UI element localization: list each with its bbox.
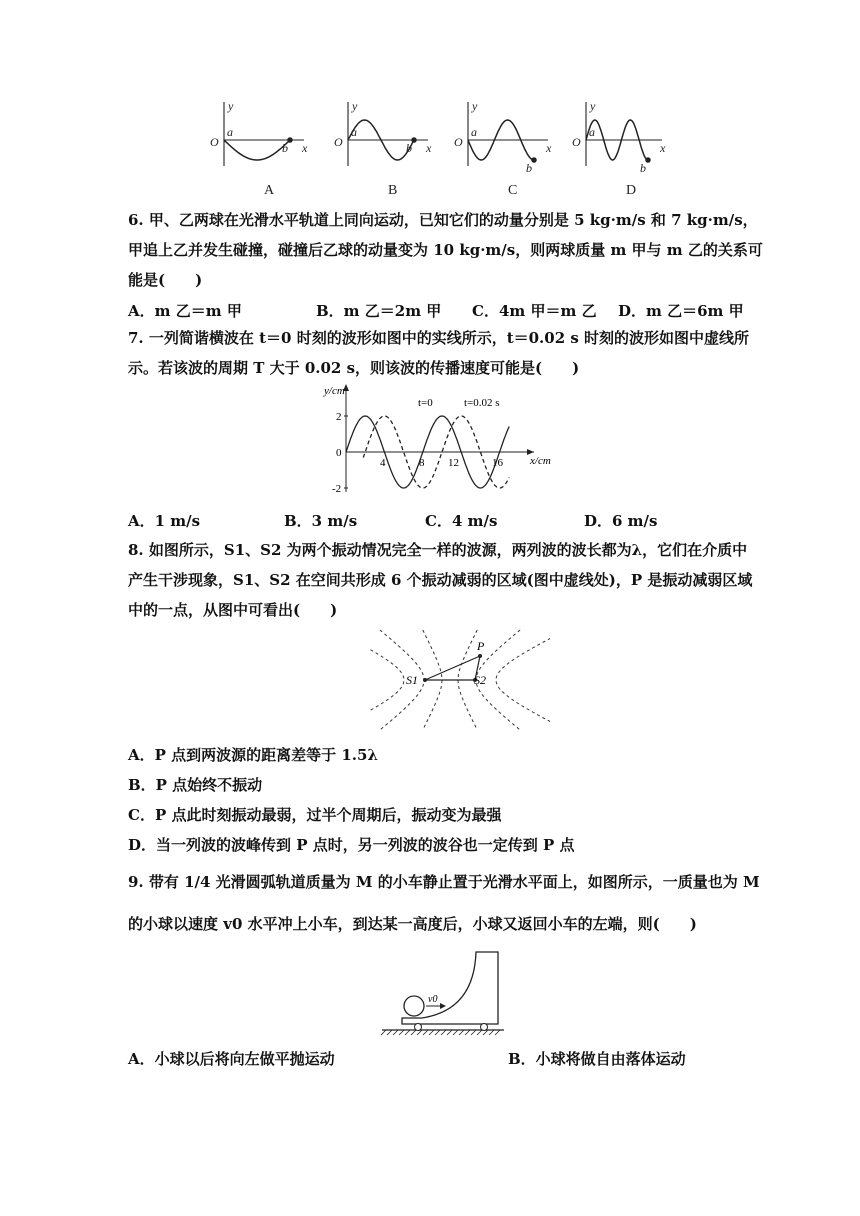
point-b [532, 158, 536, 162]
q9-line-1: 9. 带有 1/4 光滑圆弧轨道质量为 M 的小车静止置于光滑水平面上，如图所示，一质量也为 M [128, 873, 760, 891]
q9-line-2: 的小球以速度 v0 水平冲上小车，到达某一高度后，小球又返回小车的左端，则( ) [128, 915, 697, 933]
x-tick-12: 12 [448, 457, 459, 469]
q9-option-a[interactable]: A．小球以后将向左做平抛运动 [128, 1050, 335, 1068]
x-axis-label: x [546, 141, 552, 155]
ground-hatch-line [393, 1030, 398, 1035]
ground-hatch-line [381, 1030, 386, 1035]
q8-option-a[interactable]: A．P 点到两波源的距离差等于 1.5λ [128, 746, 378, 764]
ground-hatch-line [387, 1030, 392, 1035]
ground-hatch-line [423, 1030, 428, 1035]
q8-line-1: 8. 如图所示，S1、S2 为两个振动情况完全一样的波源，两列波的波长都为λ，它们在介质中 [128, 541, 748, 559]
q9-option-b[interactable]: B．小球将做自由落体运动 [508, 1050, 686, 1068]
q7-line-2: 示。若该波的周期 T 大于 0.02 s，则该波的传播速度可能是( ) [128, 359, 580, 377]
x-axis-label: x [660, 141, 666, 155]
ground-hatch-line [465, 1030, 470, 1035]
wave-options-figure [200, 98, 690, 206]
wave-curve-a [224, 140, 290, 160]
x-axis-label: x/cm [530, 455, 551, 467]
y-tick-0: 0 [336, 447, 342, 459]
y-axis-label: y/cm [324, 385, 345, 397]
q8-option-c[interactable]: C．P 点此时刻振动最弱，过半个周期后，振动变为最强 [128, 806, 502, 824]
q6-option-c[interactable]: C．4m 甲＝m 乙 [472, 302, 597, 320]
q6-option-b[interactable]: B．m 乙＝2m 甲 [316, 302, 442, 320]
y-axis-label: y [590, 99, 596, 113]
origin-label: O [572, 135, 581, 149]
point-b [288, 138, 292, 142]
point-b [646, 158, 650, 162]
q6-option-d[interactable]: D．m 乙＝6m 甲 [618, 302, 744, 320]
ground-hatch-line [471, 1030, 476, 1035]
ground-hatch-line [447, 1030, 452, 1035]
ground-hatch-line [405, 1030, 410, 1035]
ground-hatch-line [441, 1030, 446, 1035]
destructive-interference-line [496, 630, 550, 730]
y-axis-label: y [352, 99, 358, 113]
solid-curve-label: t=0 [418, 397, 433, 409]
y-tick-2: 2 [336, 411, 342, 423]
q8-option-d[interactable]: D．当一列波的波峰传到 P 点时，另一列波的波谷也一定传到 P 点 [128, 836, 575, 854]
origin-label: O [334, 135, 343, 149]
option-label-d: D [626, 183, 637, 198]
y-axis-label: y [472, 99, 478, 113]
q8-line-3: 中的一点，从图中可看出( ) [128, 601, 338, 619]
point-b-label: b [640, 161, 646, 175]
ground-hatch-line [411, 1030, 416, 1035]
ground-hatch-line [453, 1030, 458, 1035]
source-s2-label: S2 [474, 673, 486, 687]
point-a-label: a [227, 125, 233, 139]
point-b-label: b [406, 141, 412, 155]
dashed-curve-label: t=0.02 s [464, 397, 500, 409]
point-a-label: a [351, 125, 357, 139]
destructive-interference-line [370, 630, 404, 730]
ground-hatch-line [435, 1030, 440, 1035]
point-b-label: b [282, 141, 288, 155]
x-tick-16: 16 [492, 457, 503, 469]
option-label-b: B [388, 183, 398, 198]
ground-hatch-line [477, 1030, 482, 1035]
q6-option-a[interactable]: A．m 乙＝m 甲 [128, 302, 242, 320]
origin-label: O [454, 135, 463, 149]
cart-track-figure [378, 944, 508, 1036]
q8-option-b[interactable]: B．P 点始终不振动 [128, 776, 263, 794]
source-s1-label: S1 [406, 673, 418, 687]
option-label-c: C [508, 183, 518, 198]
option-label-a: A [264, 183, 275, 198]
point-b-label: b [526, 161, 532, 175]
q7-option-c[interactable]: C．4 m/s [425, 512, 498, 530]
point-b [412, 138, 416, 142]
interference-figure [370, 626, 550, 734]
q7-option-a[interactable]: A．1 m/s [128, 512, 201, 530]
q6-line-2: 甲追上乙并发生碰撞，碰撞后乙球的动量变为 10 kg·m/s，则两球质量 m 甲与 m 乙的关系可 [128, 241, 763, 259]
x-tick-8: 8 [419, 457, 425, 469]
q6-line-3: 能是( ) [128, 271, 203, 289]
velocity-label: v0 [428, 994, 438, 1005]
point-p-label: P [477, 639, 485, 653]
q7-line-1: 7. 一列简谐横波在 t＝0 时刻的波形如图中的实线所示，t＝0.02 s 时刻的波形如图中虚线所 [128, 329, 750, 347]
q7-wave-graph [322, 380, 562, 498]
x-axis-label: x [426, 141, 432, 155]
y-tick-minus-2: -2 [332, 483, 342, 495]
q8-line-2: 产生干涉现象，S1、S2 在空间共形成 6 个振动减弱的区域(图中虚线处)，P 是振动减弱区域 [128, 571, 753, 589]
origin-label: O [210, 135, 219, 149]
ground-hatch-line [399, 1030, 404, 1035]
q7-option-d[interactable]: D．6 m/s [584, 512, 658, 530]
ground-hatch-line [489, 1030, 494, 1035]
x-tick-4: 4 [380, 457, 386, 469]
point-a-label: a [589, 125, 595, 139]
q6-line-1: 6. 甲、乙两球在光滑水平轨道上同向运动，已知它们的动量分别是 5 kg·m/s 和 7 kg·m/s， [128, 211, 758, 229]
y-axis-label: y [228, 99, 234, 113]
ground-hatch-line [429, 1030, 434, 1035]
x-axis-label: x [302, 141, 308, 155]
q7-option-b[interactable]: B．3 m/s [284, 512, 358, 530]
ground-hatch-line [495, 1030, 500, 1035]
point-a-label: a [471, 125, 477, 139]
ground-hatch-line [459, 1030, 464, 1035]
